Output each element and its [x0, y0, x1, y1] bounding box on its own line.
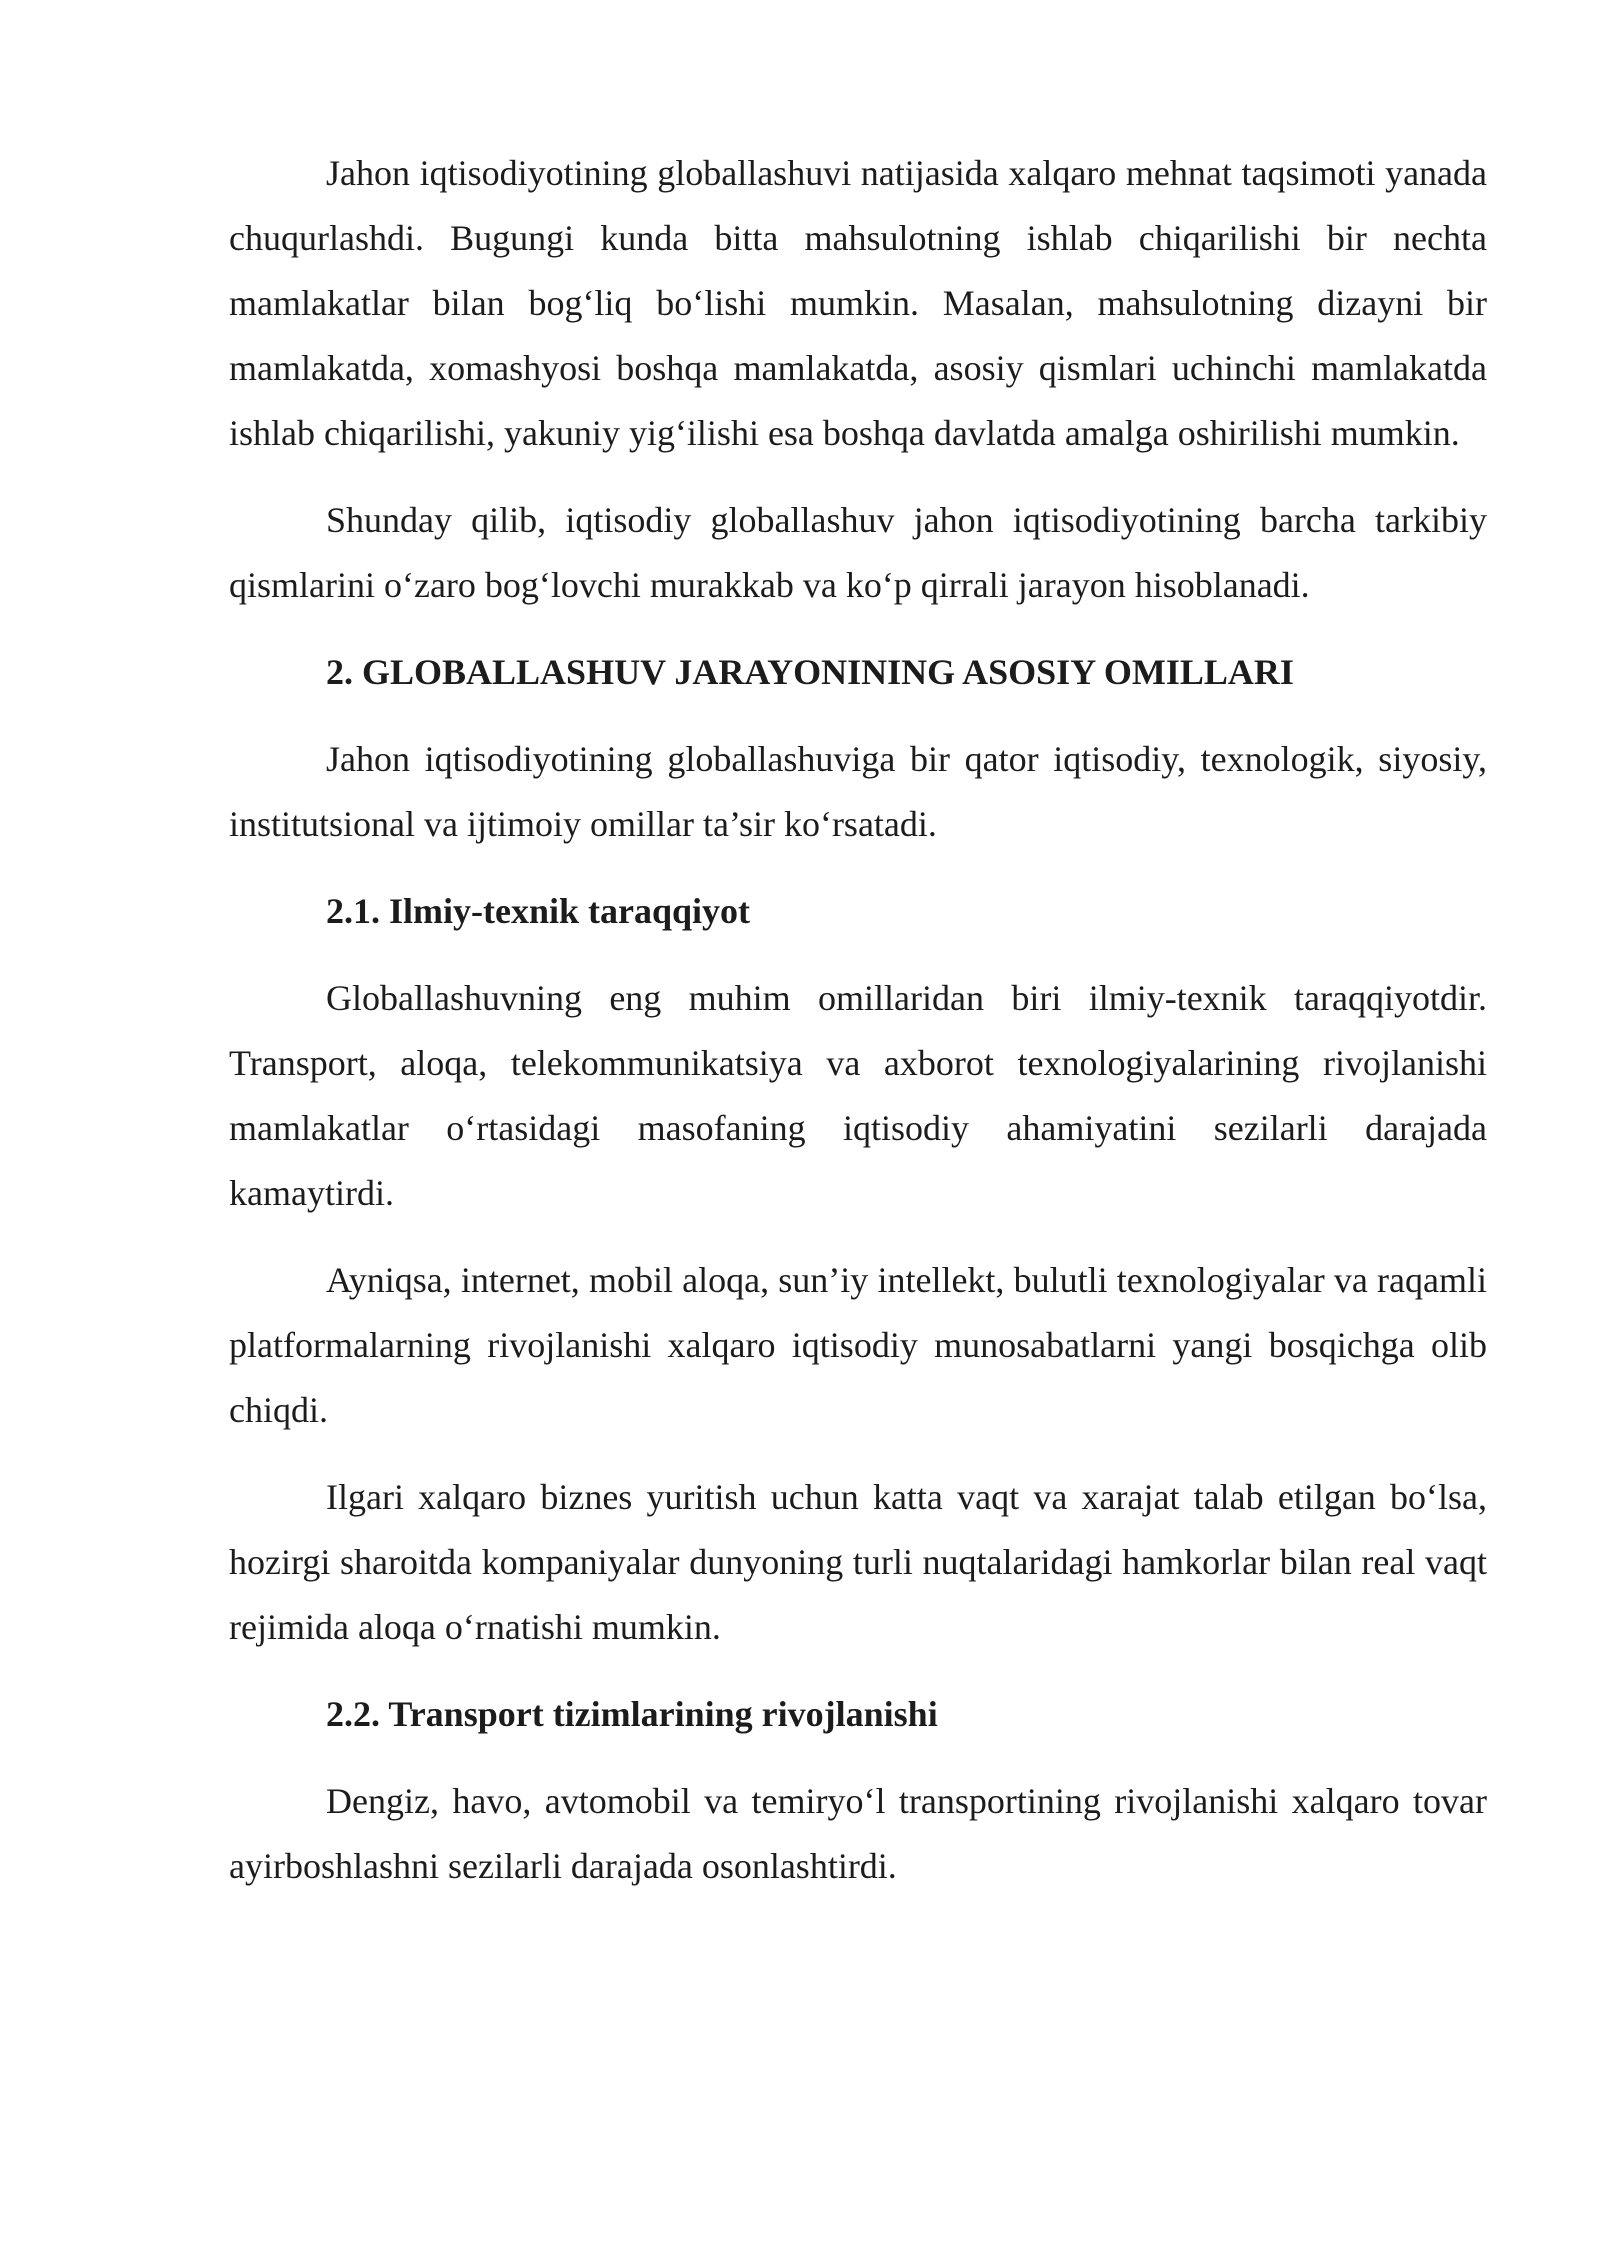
- paragraph-scientific-progress: Globallashuvning eng muhim omillaridan biri ilmiy-texnik taraqqiyotdir. Transport, aloqa, telekommunikatsiya va axborot texnologiyalarining rivojlanishi mamlakatlar o‘rtasidagi masofaning iqtisodiy ahamiyatini sezilarli darajada kamaytirdi.: [229, 978, 1487, 1213]
- paragraph-transport: Dengiz, havo, avtomobil va temiryo‘l transportining rivojlanishi xalqaro tovar ayirboshlashni sezilarli darajada osonlashtirdi.: [229, 1781, 1487, 1886]
- paragraph-real-time-business: Ilgari xalqaro biznes yuritish uchun katta vaqt va xarajat talab etilgan bo‘lsa, hozirgi sharoitda kompaniyalar dunyoning turli nuqtalaridagi hamkorlar bilan real vaqt rejimida aloqa o‘rnatishi mumkin.: [229, 1477, 1487, 1647]
- paragraph-division-of-labor: Jahon iqtisodiyotining globallashuvi natijasida xalqaro mehnat taqsimoti yanada chuqurlashdi. Bugungi kunda bitta mahsulotning ishlab chiqarilishi bir nechta mamlakatlar bilan bog‘liq bo‘lishi mumkin. Masalan, mahsulotning dizayni bir mamlakatda, xomashyosi boshqa mamlakatda, asosiy qismlari uchinchi mamlakatda ishlab chiqarilishi, yakuniy yig‘ilishi esa boshqa davlatda amalga oshirilishi mumkin.: [229, 153, 1487, 453]
- paragraph-digital-technologies: Ayniqsa, internet, mobil aloqa, sun’iy intellekt, bulutli texnologiyalar va raqamli platformalarning rivojlanishi xalqaro iqtisodiy munosabatlarni yangi bosqichga olib chiqdi.: [229, 1260, 1487, 1430]
- subsection-heading-transport: 2.2. Transport tizimlarining rivojlanishi: [326, 1694, 938, 1734]
- document-body: [229, 141, 1487, 1921]
- subsection-heading-scientific-progress: 2.1. Ilmiy-texnik taraqqiyot: [326, 891, 751, 931]
- paragraph-globalization-summary: Shunday qilib, iqtisodiy globallashuv jahon iqtisodiyotining barcha tarkibiy qismlarini o‘zaro bog‘lovchi murakkab va ko‘p qirrali jarayon hisoblanadi.: [229, 500, 1487, 605]
- paragraph-factors-intro: Jahon iqtisodiyotining globallashuviga bir qator iqtisodiy, texnologik, siyosiy, institutsional va ijtimoiy omillar ta’sir ko‘rsatadi.: [229, 739, 1487, 844]
- section-heading-main-factors: 2. GLOBALLASHUV JARAYONINING ASOSIY OMILLARI: [326, 652, 1294, 692]
